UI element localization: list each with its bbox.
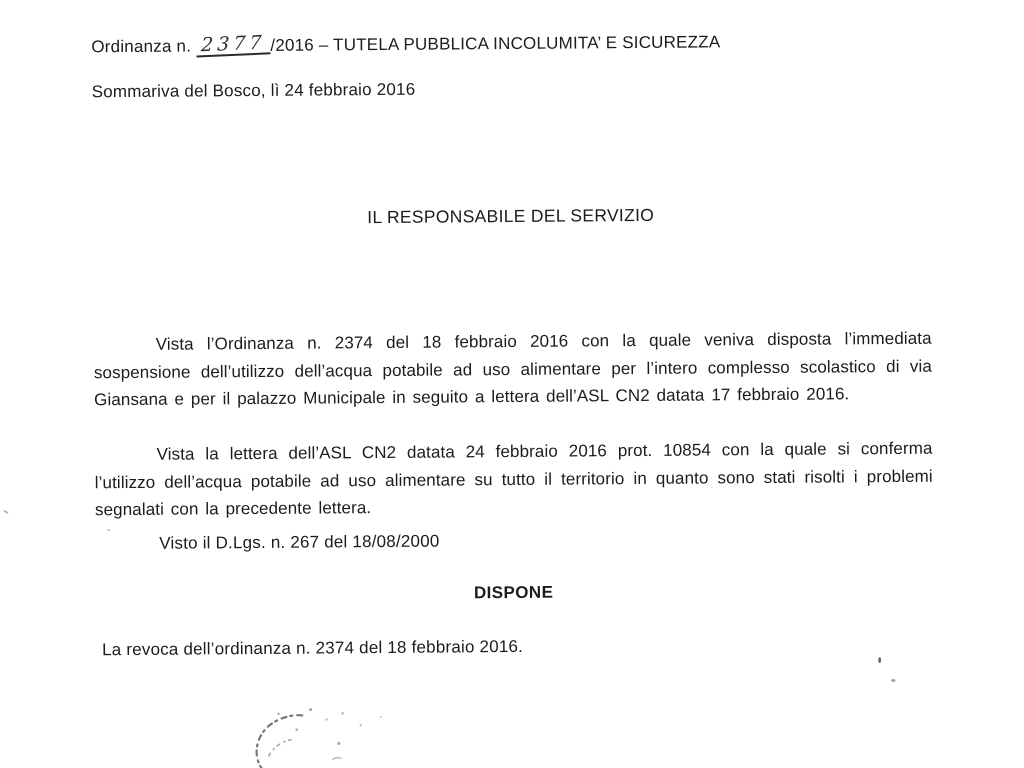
paragraph-visto-dlgs: Visto il D.Lgs. n. 267 del 18/08/2000 xyxy=(159,531,440,553)
ordinance-number-prefix: Ordinanza n. xyxy=(91,36,192,57)
ordinance-header-line xyxy=(91,32,720,58)
scan-speck xyxy=(891,679,895,682)
scan-speck xyxy=(878,657,881,663)
paragraph-vista-lettera: Vista la lettera dell’ASL CN2 datata 24 febbraio 2016 prot. 10854 con la quale si conferma l’utilizzo dell’acqua potabile ad uso alimentare su tutto il territorio in quanto sono stati risolti i problemi segnalati con la precedente lettera. xyxy=(94,438,933,520)
responsible-officer-title: IL RESPONSABILE DEL SERVIZIO xyxy=(367,204,655,228)
scan-speck xyxy=(3,509,9,514)
scan-speck xyxy=(107,529,110,531)
paragraph-vista-ordinanza: Vista l’Ordinanza n. 2374 del 18 febbraio 2016 con la quale veniva disposta l’immediata sospensione dell’utilizzo dell’acqua potabile ad uso alimentare per l’intero complesso scolastico di via Giansana e per il palazzo Municipale in seguito a lettera dell’ASL CN2 datata 17 febbraio 2016. xyxy=(93,328,932,410)
dispone-heading: DISPONE xyxy=(473,582,554,603)
ordinance-number-handwritten: 2377 xyxy=(196,33,272,57)
ordinance-header-suffix: /2016 – TUTELA PUBBLICA INCOLUMITA’ E SICUREZZA xyxy=(270,32,721,55)
place-date-line: Sommariva del Bosco, lì 24 febbraio 2016 xyxy=(91,79,416,102)
stamp-ink-fragment xyxy=(234,699,415,768)
revoca-statement: La revoca dell’ordinanza n. 2374 del 18 febbraio 2016. xyxy=(101,636,524,660)
